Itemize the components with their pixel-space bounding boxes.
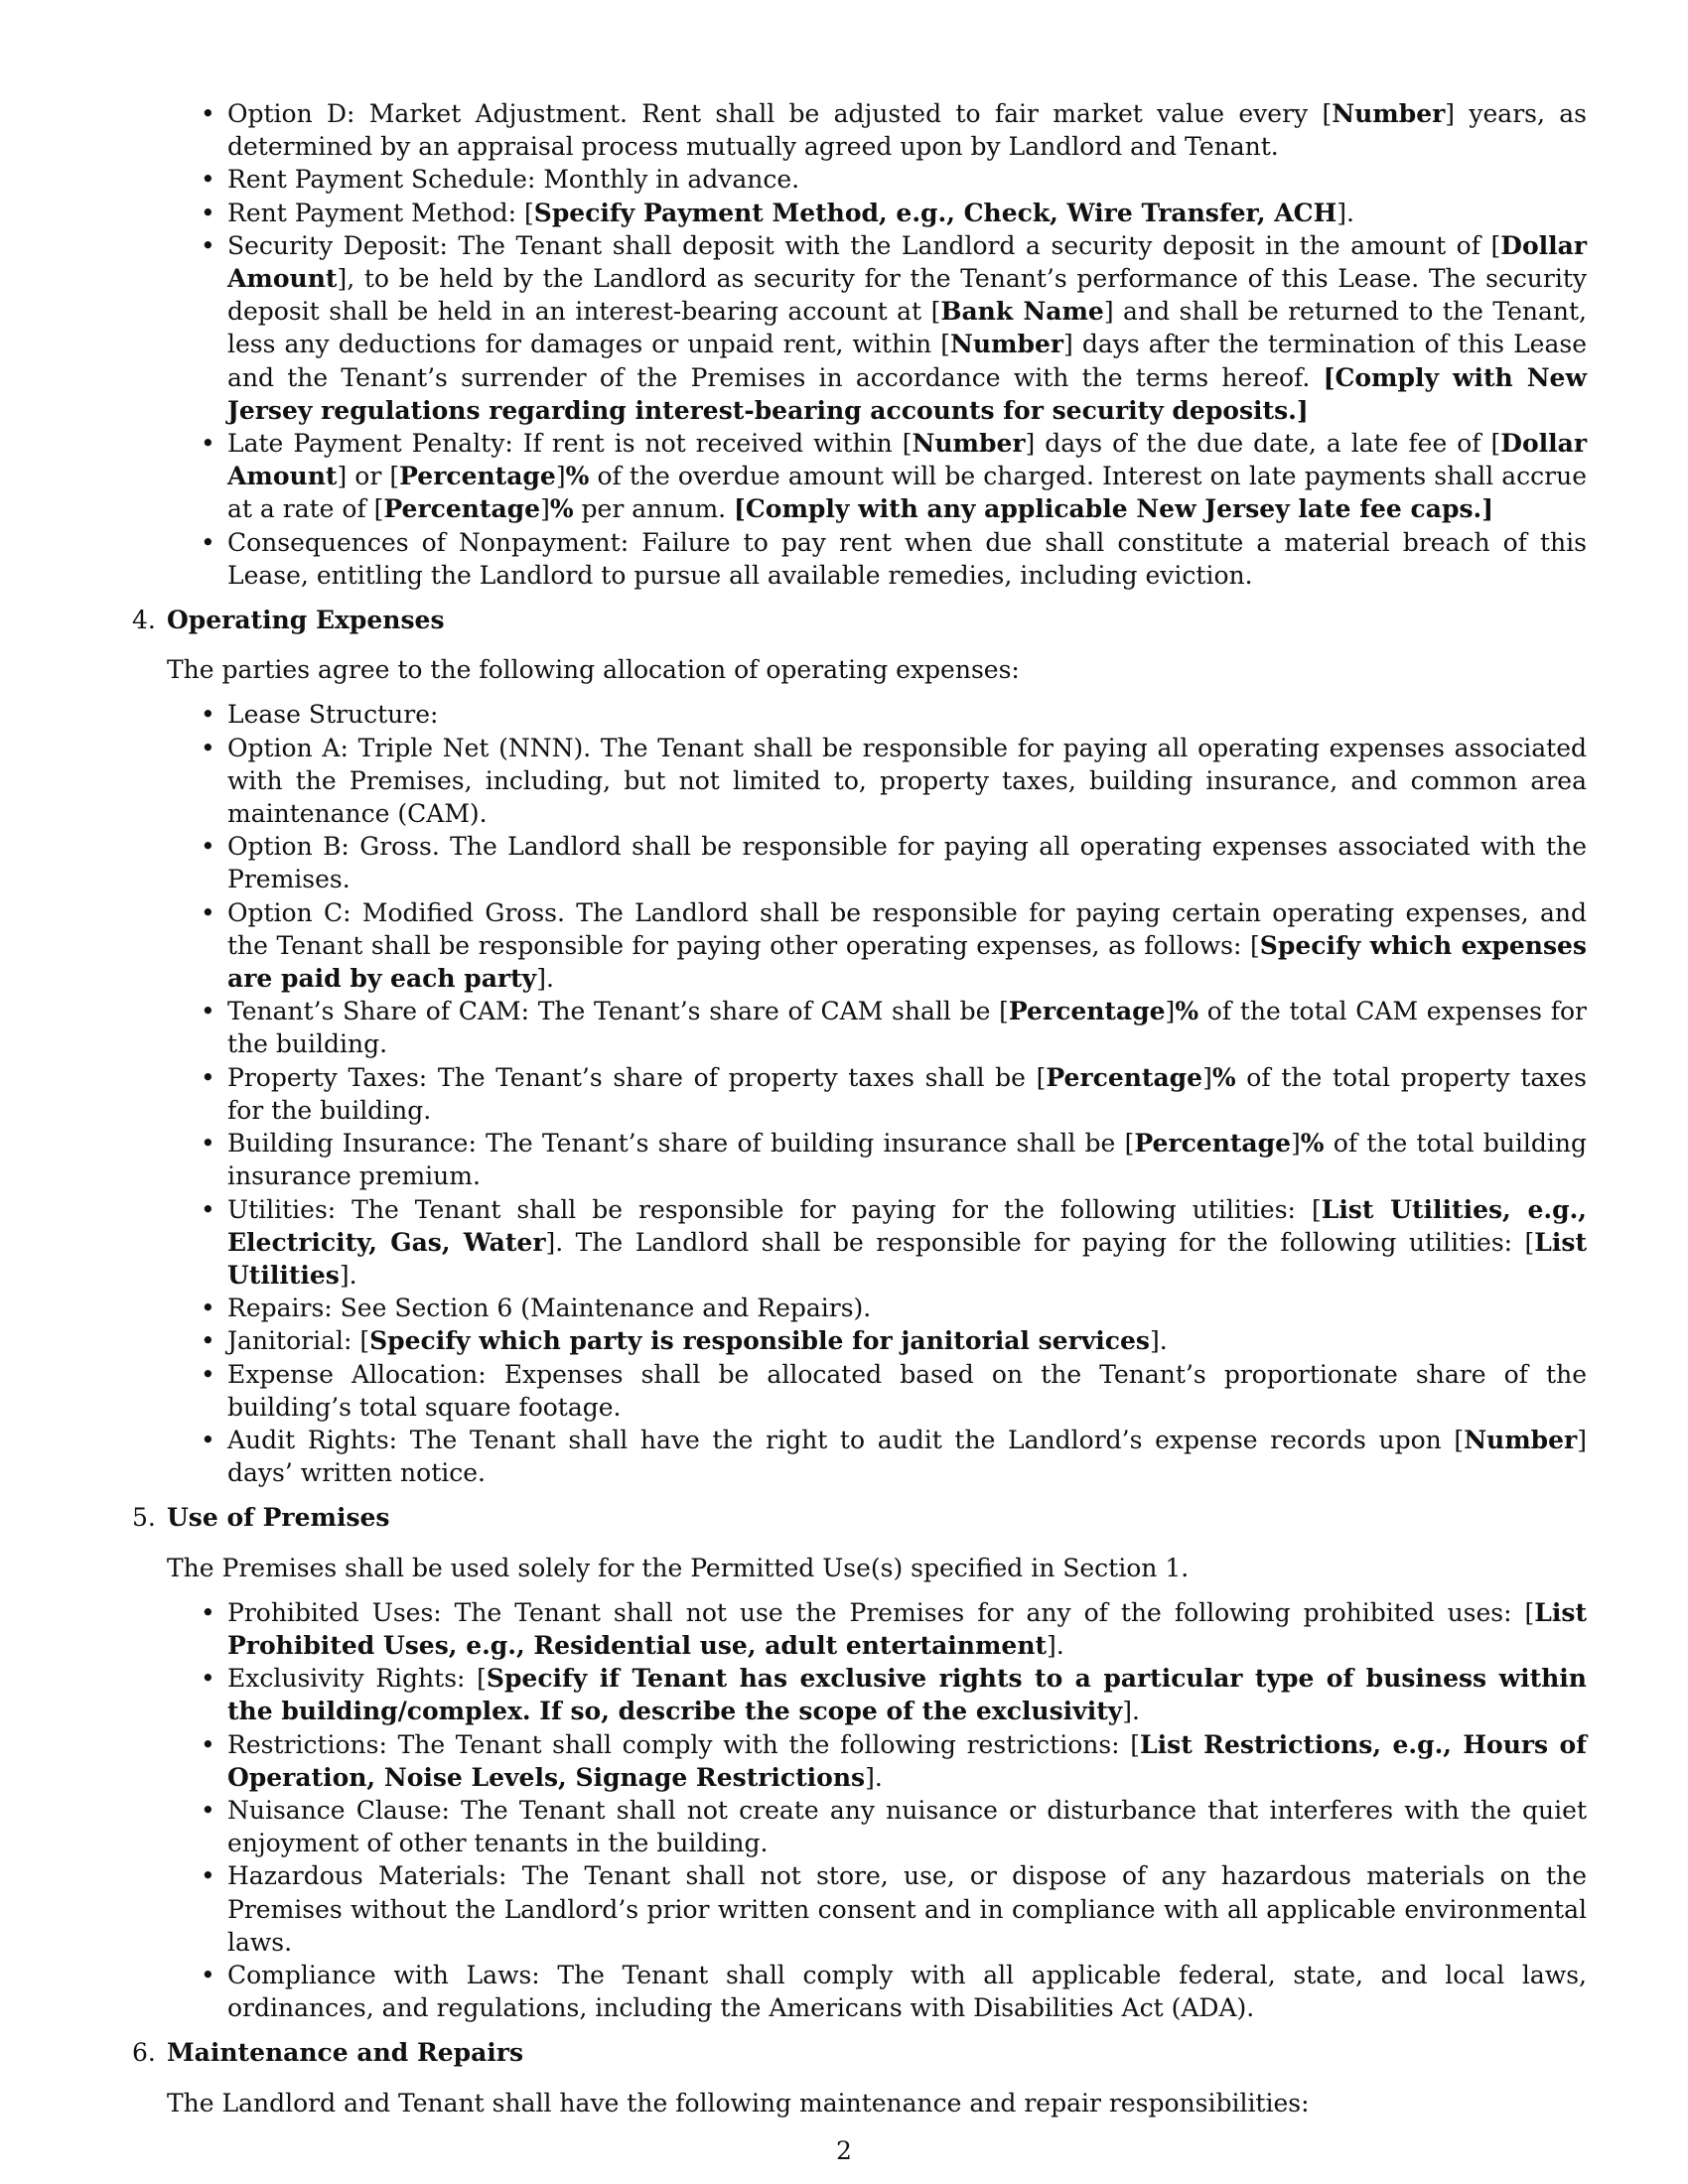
list-item: • Option D: Market Adjustment. Rent shall be adjusted to fair market value every [Number] years, as determined by an appraisal process mutually agreed upon by Landlord and Tenant. xyxy=(167,97,1587,163)
placeholder-field: Percentage xyxy=(399,462,556,491)
list-item: • Hazardous Materials: The Tenant shall not store, use, or dispose of any hazardous materials on the Premises without the Landlord’s prior written consent and in compliance with all applicable environmental laws. xyxy=(167,1859,1587,1959)
placeholder-field: % xyxy=(565,462,590,491)
list-item: • Compliance with Laws: The Tenant shall comply with all applicable federal, state, and local laws, ordinances, and regulations, including the Americans with Disabilities Act (ADA). xyxy=(167,1959,1587,2024)
list-item: • Prohibited Uses: The Tenant shall not use the Premises for any of the following prohibited uses: [List Prohibited Uses, e.g., Residential use, adult entertainment]. xyxy=(167,1596,1587,1662)
placeholder-field: Specify which expenses are paid by each party xyxy=(227,930,1587,994)
section-4-heading xyxy=(132,604,1587,636)
list-item: • Nuisance Clause: The Tenant shall not create any nuisance or disturbance that interferes with the quiet enjoyment of other tenants in the building. xyxy=(167,1794,1587,1859)
list-item: • Late Payment Penalty: If rent is not received within [Number] days of the due date, a late fee of [Dollar Amount] or [Percentage]% of the overdue amount will be charged. Interest on late payments shall accrue at a rate of [Percentage]% per annum. [Comply with any applicable New Jersey late fee caps.] xyxy=(167,427,1587,526)
section-5-bullet-list xyxy=(167,1596,1587,2025)
placeholder-field: Dollar Amount xyxy=(227,429,1587,491)
list-item: • Consequences of Nonpayment: Failure to pay rent when due shall constitute a material breach of this Lease, entitling the Landlord to pursue all available remedies, including eviction. xyxy=(167,526,1587,592)
placeholder-field: Percentage xyxy=(383,494,541,524)
placeholder-field: Number xyxy=(1464,1425,1578,1454)
list-item: • Audit Rights: The Tenant shall have the right to audit the Landlord’s expense records upon [Number] days’ written notice. xyxy=(167,1424,1587,1489)
placeholder-field: % xyxy=(1175,997,1199,1026)
list-item: • Option C: Modified Gross. The Landlord shall be responsible for paying certain operating expenses, and the Tenant shall be responsible for paying other operating expenses, as follows: [Specify which expenses are paid by each party]. xyxy=(167,896,1587,996)
placeholder-field: Bank Name xyxy=(940,297,1104,327)
list-item: • Property Taxes: The Tenant’s share of property taxes shall be [Percentage]% of the total property taxes for the building. xyxy=(167,1061,1587,1127)
section-4-bullet-list xyxy=(167,698,1587,1489)
list-item: • Option B: Gross. The Landlord shall be responsible for paying all operating expenses associated with the Premises. xyxy=(167,830,1587,895)
section-4-intro: The parties agree to the following allocation of operating expenses: xyxy=(167,655,1020,685)
placeholder-field: Number xyxy=(1332,99,1446,128)
list-item: • Lease Structure: xyxy=(167,698,1587,731)
list-item: • Security Deposit: The Tenant shall deposit with the Landlord a security deposit in the amount of [Dollar Amount], to be held by the Landlord as security for the Tenant’s performance of this Lease. The security deposit shall be held in an interest-bearing account at [Bank Name] and shall be returned to the Tenant, less any deductions for damages or unpaid rent, within [Number] days after the termination of this Lease and the Tenant’s surrender of the Premises in accordance with the terms hereof. [Comply with New Jersey regulations regarding interest-bearing accounts for security deposits.] xyxy=(167,229,1587,427)
list-item: • Building Insurance: The Tenant’s share of building insurance shall be [Percentage]% of the total building insurance premium. xyxy=(167,1127,1587,1192)
list-item: • Exclusivity Rights: [Specify if Tenant has exclusive rights to a particular type of business within the building/complex. If so, describe the scope of the exclusivity]. xyxy=(167,1662,1587,1727)
section-6-heading xyxy=(132,2036,1587,2069)
section-title: Operating Expenses xyxy=(167,606,445,635)
placeholder-field: Number xyxy=(949,330,1064,359)
page-number: 2 xyxy=(836,2136,852,2165)
section-3-bullet-list xyxy=(167,97,1587,592)
placeholder-field: % xyxy=(1211,1062,1236,1092)
section-number: 6. xyxy=(132,2038,156,2068)
placeholder-field: List Prohibited Uses, e.g., Residential use, adult entertainment xyxy=(227,1597,1587,1660)
placeholder-field: List Utilities, e.g., Electricity, Gas, Water xyxy=(227,1194,1587,1257)
placeholder-field: Specify Payment Method, e.g., Check, Wire Transfer, ACH xyxy=(533,198,1337,227)
section-title: Maintenance and Repairs xyxy=(167,2038,524,2068)
placeholder-field: List Restrictions, e.g., Hours of Operation, Noise Levels, Signage Restrictions xyxy=(227,1729,1587,1792)
placeholder-field: [Comply with New Jersey regulations regarding interest-bearing accounts for security deposits.] xyxy=(227,362,1587,425)
placeholder-field: Number xyxy=(912,429,1026,459)
placeholder-field: % xyxy=(1300,1129,1325,1159)
section-number: 4. xyxy=(132,606,156,635)
list-item: • Janitorial: [Specify which party is responsible for janitorial services]. xyxy=(167,1324,1587,1357)
placeholder-field: List Utilities xyxy=(227,1227,1587,1290)
list-item: • Rent Payment Schedule: Monthly in advance. xyxy=(167,163,1587,196)
placeholder-field: Dollar Amount xyxy=(227,230,1587,294)
section-number: 5. xyxy=(132,1503,156,1533)
placeholder-field: Specify which party is responsible for janitorial services xyxy=(369,1326,1150,1356)
list-item: • Rent Payment Method: [Specify Payment Method, e.g., Check, Wire Transfer, ACH]. xyxy=(167,197,1587,229)
placeholder-field: [Comply with any applicable New Jersey late fee caps.] xyxy=(734,494,1494,524)
placeholder-field: Percentage xyxy=(1008,997,1166,1026)
section-5-heading xyxy=(132,1501,1587,1534)
placeholder-field: Percentage xyxy=(1046,1062,1203,1092)
page-content xyxy=(132,97,1588,2131)
placeholder-field: Specify if Tenant has exclusive rights to a particular type of business within the building/complex. If so, describe the scope of the exclusivity xyxy=(227,1664,1587,1726)
list-item: • Restrictions: The Tenant shall comply with the following restrictions: [List Restrictions, e.g., Hours of Operation, Noise Levels, Signage Restrictions]. xyxy=(167,1728,1587,1794)
placeholder-field: Percentage xyxy=(1134,1129,1292,1159)
list-item: • Option A: Triple Net (NNN). The Tenant shall be responsible for paying all operating expenses associated with the Premises, including, but not limited to, property taxes, building insurance, and common area maintenance (CAM). xyxy=(167,732,1587,831)
section-5-intro: The Premises shall be used solely for the Permitted Use(s) specified in Section 1. xyxy=(167,1553,1190,1582)
list-item: • Repairs: See Section 6 (Maintenance and Repairs). xyxy=(167,1292,1587,1324)
list-item: • Tenant’s Share of CAM: The Tenant’s share of CAM shall be [Percentage]% of the total CAM expenses for the building. xyxy=(167,995,1587,1060)
section-6-intro: The Landlord and Tenant shall have the following maintenance and repair responsibilities: xyxy=(167,2088,1310,2117)
list-item: • Expense Allocation: Expenses shall be allocated based on the Tenant’s proportionate share of the building’s total square footage. xyxy=(167,1358,1587,1424)
list-item: • Utilities: The Tenant shall be responsible for paying for the following utilities: [List Utilities, e.g., Electricity, Gas, Water]. The Landlord shall be responsible for paying for the following utilities: [List Utilities]. xyxy=(167,1193,1587,1293)
placeholder-field: % xyxy=(549,494,574,524)
section-title: Use of Premises xyxy=(167,1503,390,1533)
